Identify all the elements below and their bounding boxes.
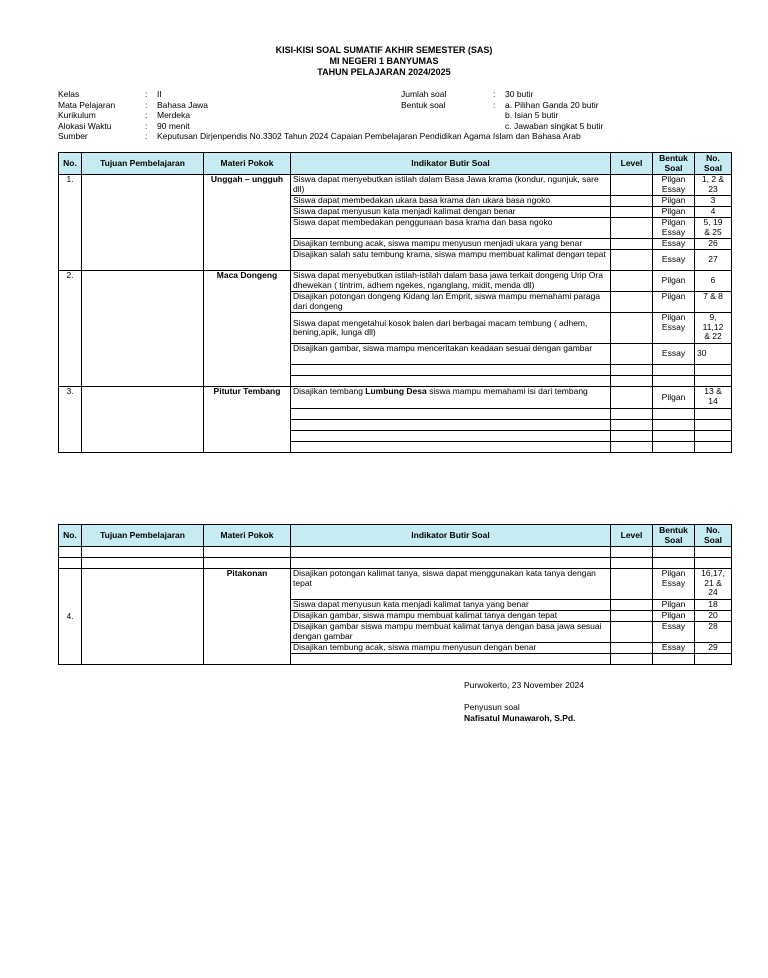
bentuk-cell: Essay bbox=[653, 344, 695, 365]
indikator-cell: Siswa dapat membedakan ukara basa krama dan ukara basa ngoko bbox=[291, 196, 611, 207]
meta-kurikulum: Kurikulum : Merdeka bbox=[58, 110, 191, 120]
nosoal-cell: 13 & 14 bbox=[695, 387, 732, 409]
level-cell bbox=[611, 442, 653, 453]
col-header-level: Level bbox=[611, 153, 653, 175]
table-row bbox=[59, 558, 732, 569]
indikator-cell: Disajikan salah satu tembung krama, siswa mampu membuat kalimat dengan tepat bbox=[291, 250, 611, 271]
indikator-cell: Disajikan potongan dongeng Kidang lan Emprit, siswa mampu memahami paraga dari dongeng bbox=[291, 292, 611, 313]
col-header-level: Level bbox=[611, 525, 653, 547]
meta-bentuk-b: b. Isian 5 butir bbox=[505, 110, 559, 120]
bentuk-cell: Pilgan bbox=[653, 207, 695, 218]
nosoal-cell: 26 bbox=[695, 239, 732, 250]
tujuan-cell bbox=[82, 547, 204, 558]
meta-alokasi: Alokasi Waktu : 90 menit bbox=[58, 120, 190, 131]
table-row bbox=[59, 387, 732, 409]
level-cell bbox=[611, 175, 653, 196]
col-header-tujuan: Tujuan Pembelajaran bbox=[82, 153, 204, 175]
tujuan-cell bbox=[82, 569, 204, 665]
nosoal-cell bbox=[695, 654, 732, 665]
row-number bbox=[59, 558, 82, 569]
row-number: 4. bbox=[59, 569, 82, 665]
meta-bentuk-c: c. Jawaban singkat 5 butir bbox=[505, 120, 604, 131]
nosoal-cell: 6 bbox=[695, 271, 732, 292]
indikator-cell: Disajikan tembung acak, siswa mampu menyusun menjadi ukara yang benar bbox=[291, 239, 611, 250]
bentuk-cell: Pilgan Essay bbox=[653, 218, 695, 239]
indikator-cell: Siswa dapat menyusun kata menjadi kalimat dengan benar bbox=[291, 207, 611, 218]
nosoal-cell: 20 bbox=[695, 611, 732, 622]
materi-cell: Unggah – ungguh bbox=[204, 175, 291, 271]
col-header-materi: Materi Pokok bbox=[204, 525, 291, 547]
document-title bbox=[0, 45, 768, 78]
table-row bbox=[59, 569, 732, 600]
bentuk-cell: Pilgan bbox=[653, 196, 695, 207]
materi-cell: Pitutur Tembang bbox=[204, 387, 291, 453]
table-header-row bbox=[59, 153, 732, 175]
level-cell bbox=[611, 196, 653, 207]
indikator-cell bbox=[291, 420, 611, 431]
level-cell bbox=[611, 218, 653, 239]
level-cell bbox=[611, 365, 653, 376]
signature-block bbox=[464, 680, 584, 724]
nosoal-cell bbox=[695, 547, 732, 558]
nosoal-cell: 3 bbox=[695, 196, 732, 207]
bentuk-cell: Essay bbox=[653, 643, 695, 654]
indikator-cell: Siswa dapat menyebutkan istilah-istilah dalam basa jawa terkait dongeng Urip Ora dhewekan ( tintrim, adhem ngekes, nganglang, midit, menda dll) bbox=[291, 271, 611, 292]
level-cell bbox=[611, 376, 653, 387]
row-number bbox=[59, 547, 82, 558]
indikator-cell bbox=[291, 547, 611, 558]
nosoal-cell: 4 bbox=[695, 207, 732, 218]
tujuan-cell bbox=[82, 271, 204, 387]
table-row bbox=[59, 175, 732, 196]
col-header-indikator: Indikator Butir Soal bbox=[291, 153, 611, 175]
col-header-nosoal: No. Soal bbox=[695, 153, 732, 175]
place-date: Purwokerto, 23 November 2024 bbox=[464, 680, 585, 690]
signature-name: Nafisatul Munawaroh, S.Pd. bbox=[464, 713, 576, 723]
nosoal-cell: 28 bbox=[695, 622, 732, 643]
col-header-indikator: Indikator Butir Soal bbox=[291, 525, 611, 547]
indikator-cell: Disajikan gambar siswa mampu membuat kalimat tanya dengan basa jawa sesuai dengan gambar bbox=[291, 622, 611, 643]
meta-sumber: Sumber : Keputusan Dirjenpendis No.3302 Tahun 2024 Capaian Pembelajaran Pendidikan Agama Islam dan Bahasa Arab bbox=[58, 131, 581, 141]
level-cell bbox=[611, 611, 653, 622]
bentuk-cell: Pilgan bbox=[653, 387, 695, 409]
bentuk-cell bbox=[653, 365, 695, 376]
materi-cell bbox=[204, 558, 291, 569]
level-cell bbox=[611, 344, 653, 365]
bentuk-cell: Pilgan Essay bbox=[653, 313, 695, 344]
meta-bentuk: Bentuk soal : a. Pilihan Ganda 20 butir bbox=[401, 99, 599, 110]
col-header-no: No. bbox=[59, 153, 82, 175]
nosoal-cell: 7 & 8 bbox=[695, 292, 732, 313]
nosoal-cell: 18 bbox=[695, 600, 732, 611]
nosoal-cell bbox=[695, 431, 732, 442]
row-number: 1. bbox=[59, 175, 82, 271]
meta-mapel: Mata Pelajaran : Bahasa Jawa bbox=[58, 99, 209, 110]
bentuk-cell: Essay bbox=[653, 250, 695, 271]
level-cell bbox=[611, 387, 653, 409]
nosoal-cell bbox=[695, 420, 732, 431]
title-line-1: KISI-KISI SOAL SUMATIF AKHIR SEMESTER (SAS) bbox=[275, 45, 493, 55]
table-header-row bbox=[59, 525, 732, 547]
bentuk-cell: Pilgan bbox=[653, 600, 695, 611]
col-header-nosoal: No. Soal bbox=[695, 525, 732, 547]
bentuk-cell: Essay bbox=[653, 239, 695, 250]
col-header-materi: Materi Pokok bbox=[204, 153, 291, 175]
indikator-cell bbox=[291, 365, 611, 376]
tujuan-cell bbox=[82, 387, 204, 453]
level-cell bbox=[611, 271, 653, 292]
nosoal-cell: 29 bbox=[695, 643, 732, 654]
indikator-cell: Siswa dapat mengetahui kosok balen dari berbagai macam tembung ( adhem, bening,apik, lunga dll) bbox=[291, 313, 611, 344]
level-cell bbox=[611, 250, 653, 271]
indikator-cell bbox=[291, 376, 611, 387]
materi-cell: Maca Dongeng bbox=[204, 271, 291, 387]
indikator-cell: Disajikan tembung acak, siswa mampu menyusun dengan benar bbox=[291, 643, 611, 654]
bentuk-cell: Pilgan Essay bbox=[653, 175, 695, 196]
level-cell bbox=[611, 622, 653, 643]
nosoal-cell: 30 bbox=[695, 344, 732, 365]
nosoal-cell: 27 bbox=[695, 250, 732, 271]
indikator-cell: Siswa dapat menyebutkan istilah dalam Basa Jawa krama (kondur, ngunjuk, sare dll) bbox=[291, 175, 611, 196]
level-cell bbox=[611, 409, 653, 420]
bentuk-cell: Pilgan bbox=[653, 271, 695, 292]
level-cell bbox=[611, 292, 653, 313]
materi-cell bbox=[204, 547, 291, 558]
col-header-bentuk: Bentuk Soal bbox=[653, 153, 695, 175]
bentuk-cell bbox=[653, 547, 695, 558]
level-cell bbox=[611, 643, 653, 654]
nosoal-cell: 16,17, 21 & 24 bbox=[695, 569, 732, 600]
bentuk-cell bbox=[653, 558, 695, 569]
level-cell bbox=[611, 547, 653, 558]
bentuk-cell bbox=[653, 420, 695, 431]
bentuk-cell bbox=[653, 431, 695, 442]
level-cell bbox=[611, 207, 653, 218]
indikator-cell: Siswa dapat menyusun kata menjadi kalimat tanya yang benar bbox=[291, 600, 611, 611]
col-header-no: No. bbox=[59, 525, 82, 547]
nosoal-cell bbox=[695, 365, 732, 376]
indikator-cell bbox=[291, 431, 611, 442]
level-cell bbox=[611, 313, 653, 344]
nosoal-cell bbox=[695, 442, 732, 453]
meta-right bbox=[401, 89, 603, 131]
title-line-3: TAHUN PELAJARAN 2024/2025 bbox=[317, 67, 451, 77]
title-line-2: MI NEGERI 1 BANYUMAS bbox=[329, 56, 439, 66]
level-cell bbox=[611, 239, 653, 250]
level-cell bbox=[611, 558, 653, 569]
indikator-cell: Disajikan gambar, siswa mampu menceritakan keadaan sesuai dengan gambar bbox=[291, 344, 611, 365]
tujuan-cell bbox=[82, 558, 204, 569]
indikator-cell bbox=[291, 409, 611, 420]
kisi-kisi-table-2 bbox=[58, 524, 732, 665]
tujuan-cell bbox=[82, 175, 204, 271]
meta-kelas: Kelas : II bbox=[58, 89, 162, 99]
table-row bbox=[59, 271, 732, 292]
nosoal-cell bbox=[695, 409, 732, 420]
level-cell bbox=[611, 600, 653, 611]
level-cell bbox=[611, 654, 653, 665]
bentuk-cell: Essay bbox=[653, 622, 695, 643]
bentuk-cell bbox=[653, 376, 695, 387]
level-cell bbox=[611, 569, 653, 600]
col-header-tujuan: Tujuan Pembelajaran bbox=[82, 525, 204, 547]
nosoal-cell: 1, 2 & 23 bbox=[695, 175, 732, 196]
signature-role: Penyusun soal bbox=[464, 702, 520, 712]
kisi-kisi-table-1 bbox=[58, 152, 732, 453]
bentuk-cell bbox=[653, 654, 695, 665]
row-number: 3. bbox=[59, 387, 82, 453]
bentuk-cell bbox=[653, 442, 695, 453]
meta-jumlah: Jumlah soal : 30 butir bbox=[401, 89, 534, 99]
nosoal-cell bbox=[695, 558, 732, 569]
nosoal-cell: 5, 19 & 25 bbox=[695, 218, 732, 239]
indikator-cell: Disajikan gambar, siswa mampu membuat kalimat tanya dengan tepat bbox=[291, 611, 611, 622]
col-header-bentuk: Bentuk Soal bbox=[653, 525, 695, 547]
indikator-cell bbox=[291, 558, 611, 569]
row-number: 2. bbox=[59, 271, 82, 387]
level-cell bbox=[611, 420, 653, 431]
indikator-cell: Siswa dapat membedakan penggunaan basa krama dan basa ngoko bbox=[291, 218, 611, 239]
table-row bbox=[59, 547, 732, 558]
nosoal-cell bbox=[695, 376, 732, 387]
level-cell bbox=[611, 431, 653, 442]
indikator-cell: Disajikan potongan kalimat tanya, siswa dapat menggunakan kata tanya dengan tepat bbox=[291, 569, 611, 600]
bentuk-cell: Pilgan Essay bbox=[653, 569, 695, 600]
indikator-cell bbox=[291, 654, 611, 665]
bentuk-cell: Pilgan bbox=[653, 292, 695, 313]
bentuk-cell bbox=[653, 409, 695, 420]
nosoal-cell: 9, 11,12 & 22 bbox=[695, 313, 732, 344]
bentuk-cell: Pilgan bbox=[653, 611, 695, 622]
indikator-cell: Disajikan tembang Lumbung Desa siswa mampu memahami isi dari tembang bbox=[291, 387, 611, 409]
indikator-cell bbox=[291, 442, 611, 453]
materi-cell: Pitakonan bbox=[204, 569, 291, 665]
